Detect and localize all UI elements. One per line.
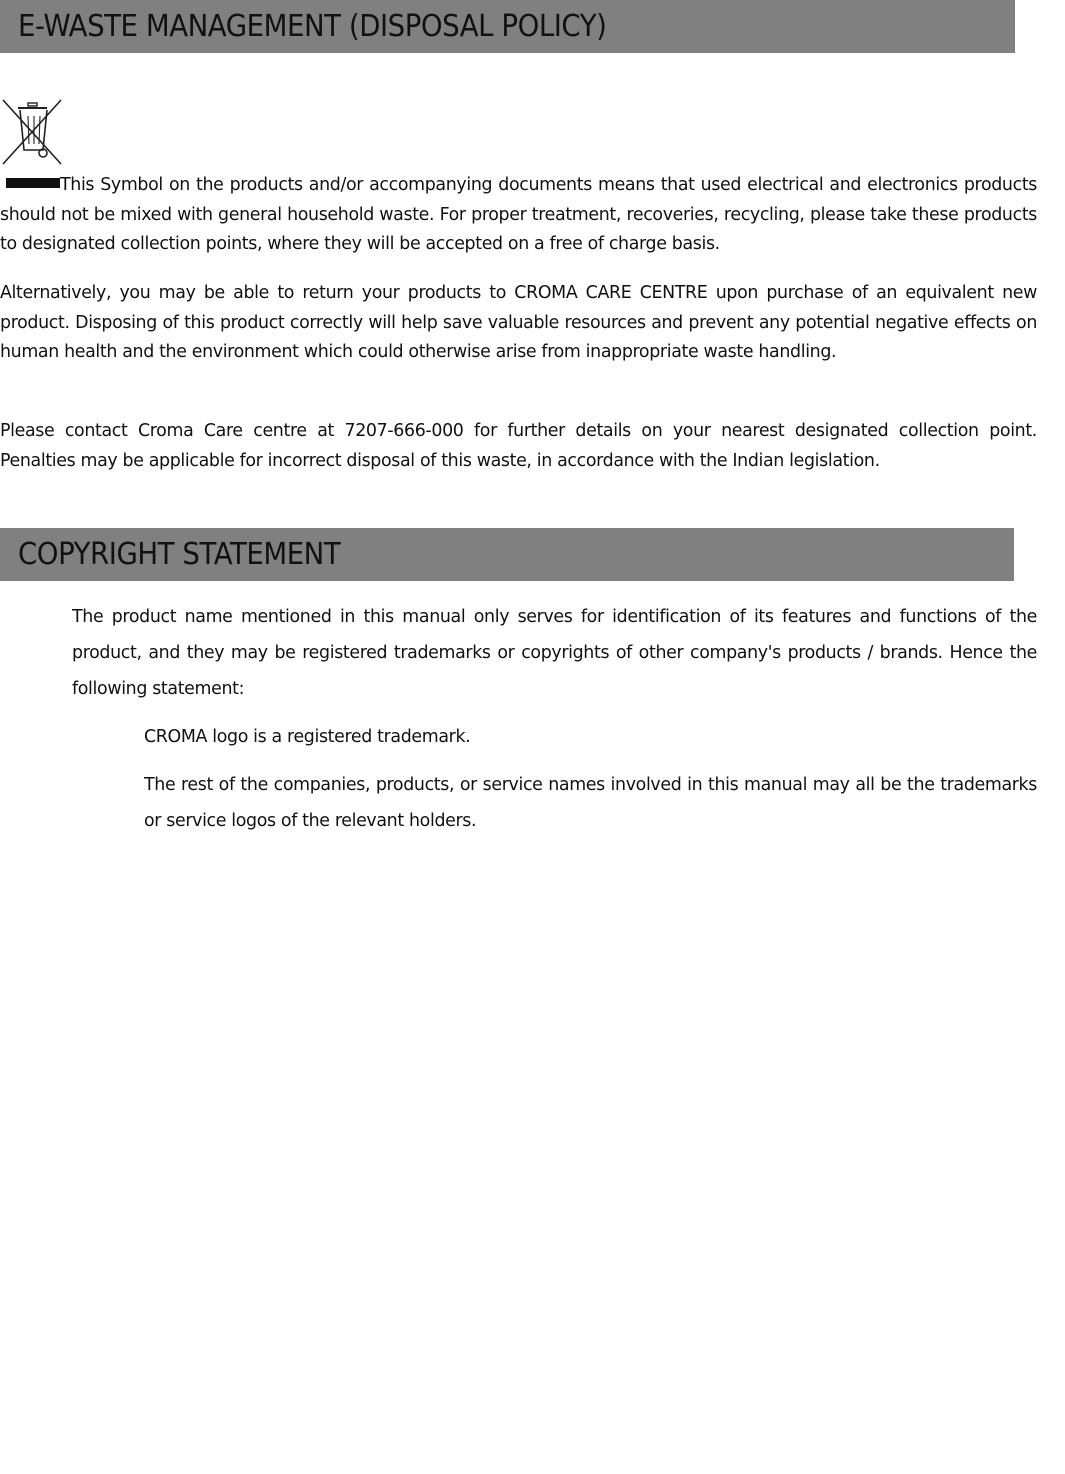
copyright-intro: The product name mentioned in this manual only serves for identification of its features and functions of the product, and they may be registered trademarks or copyrights of other company's products / brands. Hence the following statement:: [72, 607, 1037, 699]
ewaste-paragraph-1-text: This Symbol on the products and/or accompanying documents means that used electrical and electronics products should not be mixed with general household waste. For proper treatment, recoveries, recycling, please take these products to designated collection points, where they will be accepted on a free of charge basis.: [0, 175, 1037, 254]
copyright-item-croma-logo: CROMA logo is a registered trademark.: [144, 727, 471, 747]
ewaste-paragraph-1: [0, 171, 1037, 260]
copyright-item-other-trademarks: The rest of the companies, products, or service names involved in this manual may all be the trademarks or service logos of the relevant holders.: [144, 775, 1037, 831]
crossed-out-wheelie-bin-icon: [1, 98, 63, 166]
ewaste-heading: E-WASTE MANAGEMENT (DISPOSAL POLICY): [18, 8, 607, 44]
ewaste-section-header: [0, 0, 1015, 53]
ewaste-paragraph-3: Please contact Croma Care centre at 7207-666-000 for further details on your nearest designated collection point. Penalties may be applicable for incorrect disposal of this waste, in accordance with the Indian legislation.: [0, 421, 1037, 471]
ewaste-paragraph-2: Alternatively, you may be able to return your products to CROMA CARE CENTRE upon purchase of an equivalent new product. Disposing of this product correctly will help save valuable resources and prevent any potential negative effects on human health and the environment which could otherwise arise from inappropriate waste handling.: [0, 283, 1037, 362]
copyright-heading: COPYRIGHT STATEMENT: [18, 536, 341, 572]
copyright-section-header: [0, 528, 1014, 581]
black-bar-decoration: [6, 178, 60, 188]
